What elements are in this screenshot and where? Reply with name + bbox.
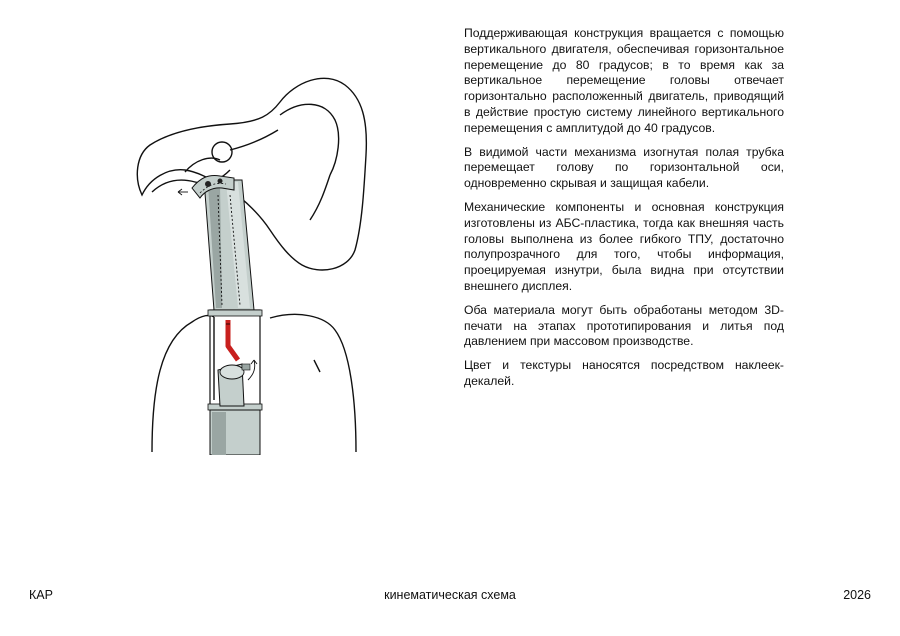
motor-icon (218, 360, 257, 406)
footer-project-code: КАР (29, 588, 53, 602)
paragraph-decals: Цвет и текстуры наносятся посредством наклеек-декалей. (464, 358, 784, 388)
kinematic-illustration (130, 60, 380, 455)
paragraph-materials: Механические компоненты и основная конструкция изготовлены из АБС-пластика, тогда как внешняя часть головы выполнена из более гибкого ТПУ, достаточно полупрозрачного для того, чтобы информация, проецируемая изнутри, была видна при отсутствии внешнего дисплея. (464, 199, 784, 293)
red-linkage-icon (226, 320, 238, 360)
head-outline-icon (137, 78, 366, 270)
footer-page-title: кинематическая схема (384, 588, 516, 602)
paragraph-printing: Оба материала могут быть обработаны методом 3D-печати на этапах прототипирования и литья под давлением при массовом производстве. (464, 302, 784, 349)
paragraph-tube: В видимой части механизма изогнутая полая трубка перемещает голову по горизонтальной оси, одновременно скрывая и защищая кабели. (464, 144, 784, 191)
paragraph-rotation: Поддерживающая конструкция вращается с помощью вертикального двигателя, обеспечивая горизонтальное перемещение до 80 градусов; в то время как за вертикальное перемещение головы отвечает горизонтально расположенный двигатель, приводящий в действие простую систему линейного вертикального перемещения с амплитудой до 40 градусов. (464, 26, 784, 135)
support-structure-icon (204, 180, 262, 455)
footer-year: 2026 (843, 588, 871, 602)
description-text (464, 26, 784, 398)
